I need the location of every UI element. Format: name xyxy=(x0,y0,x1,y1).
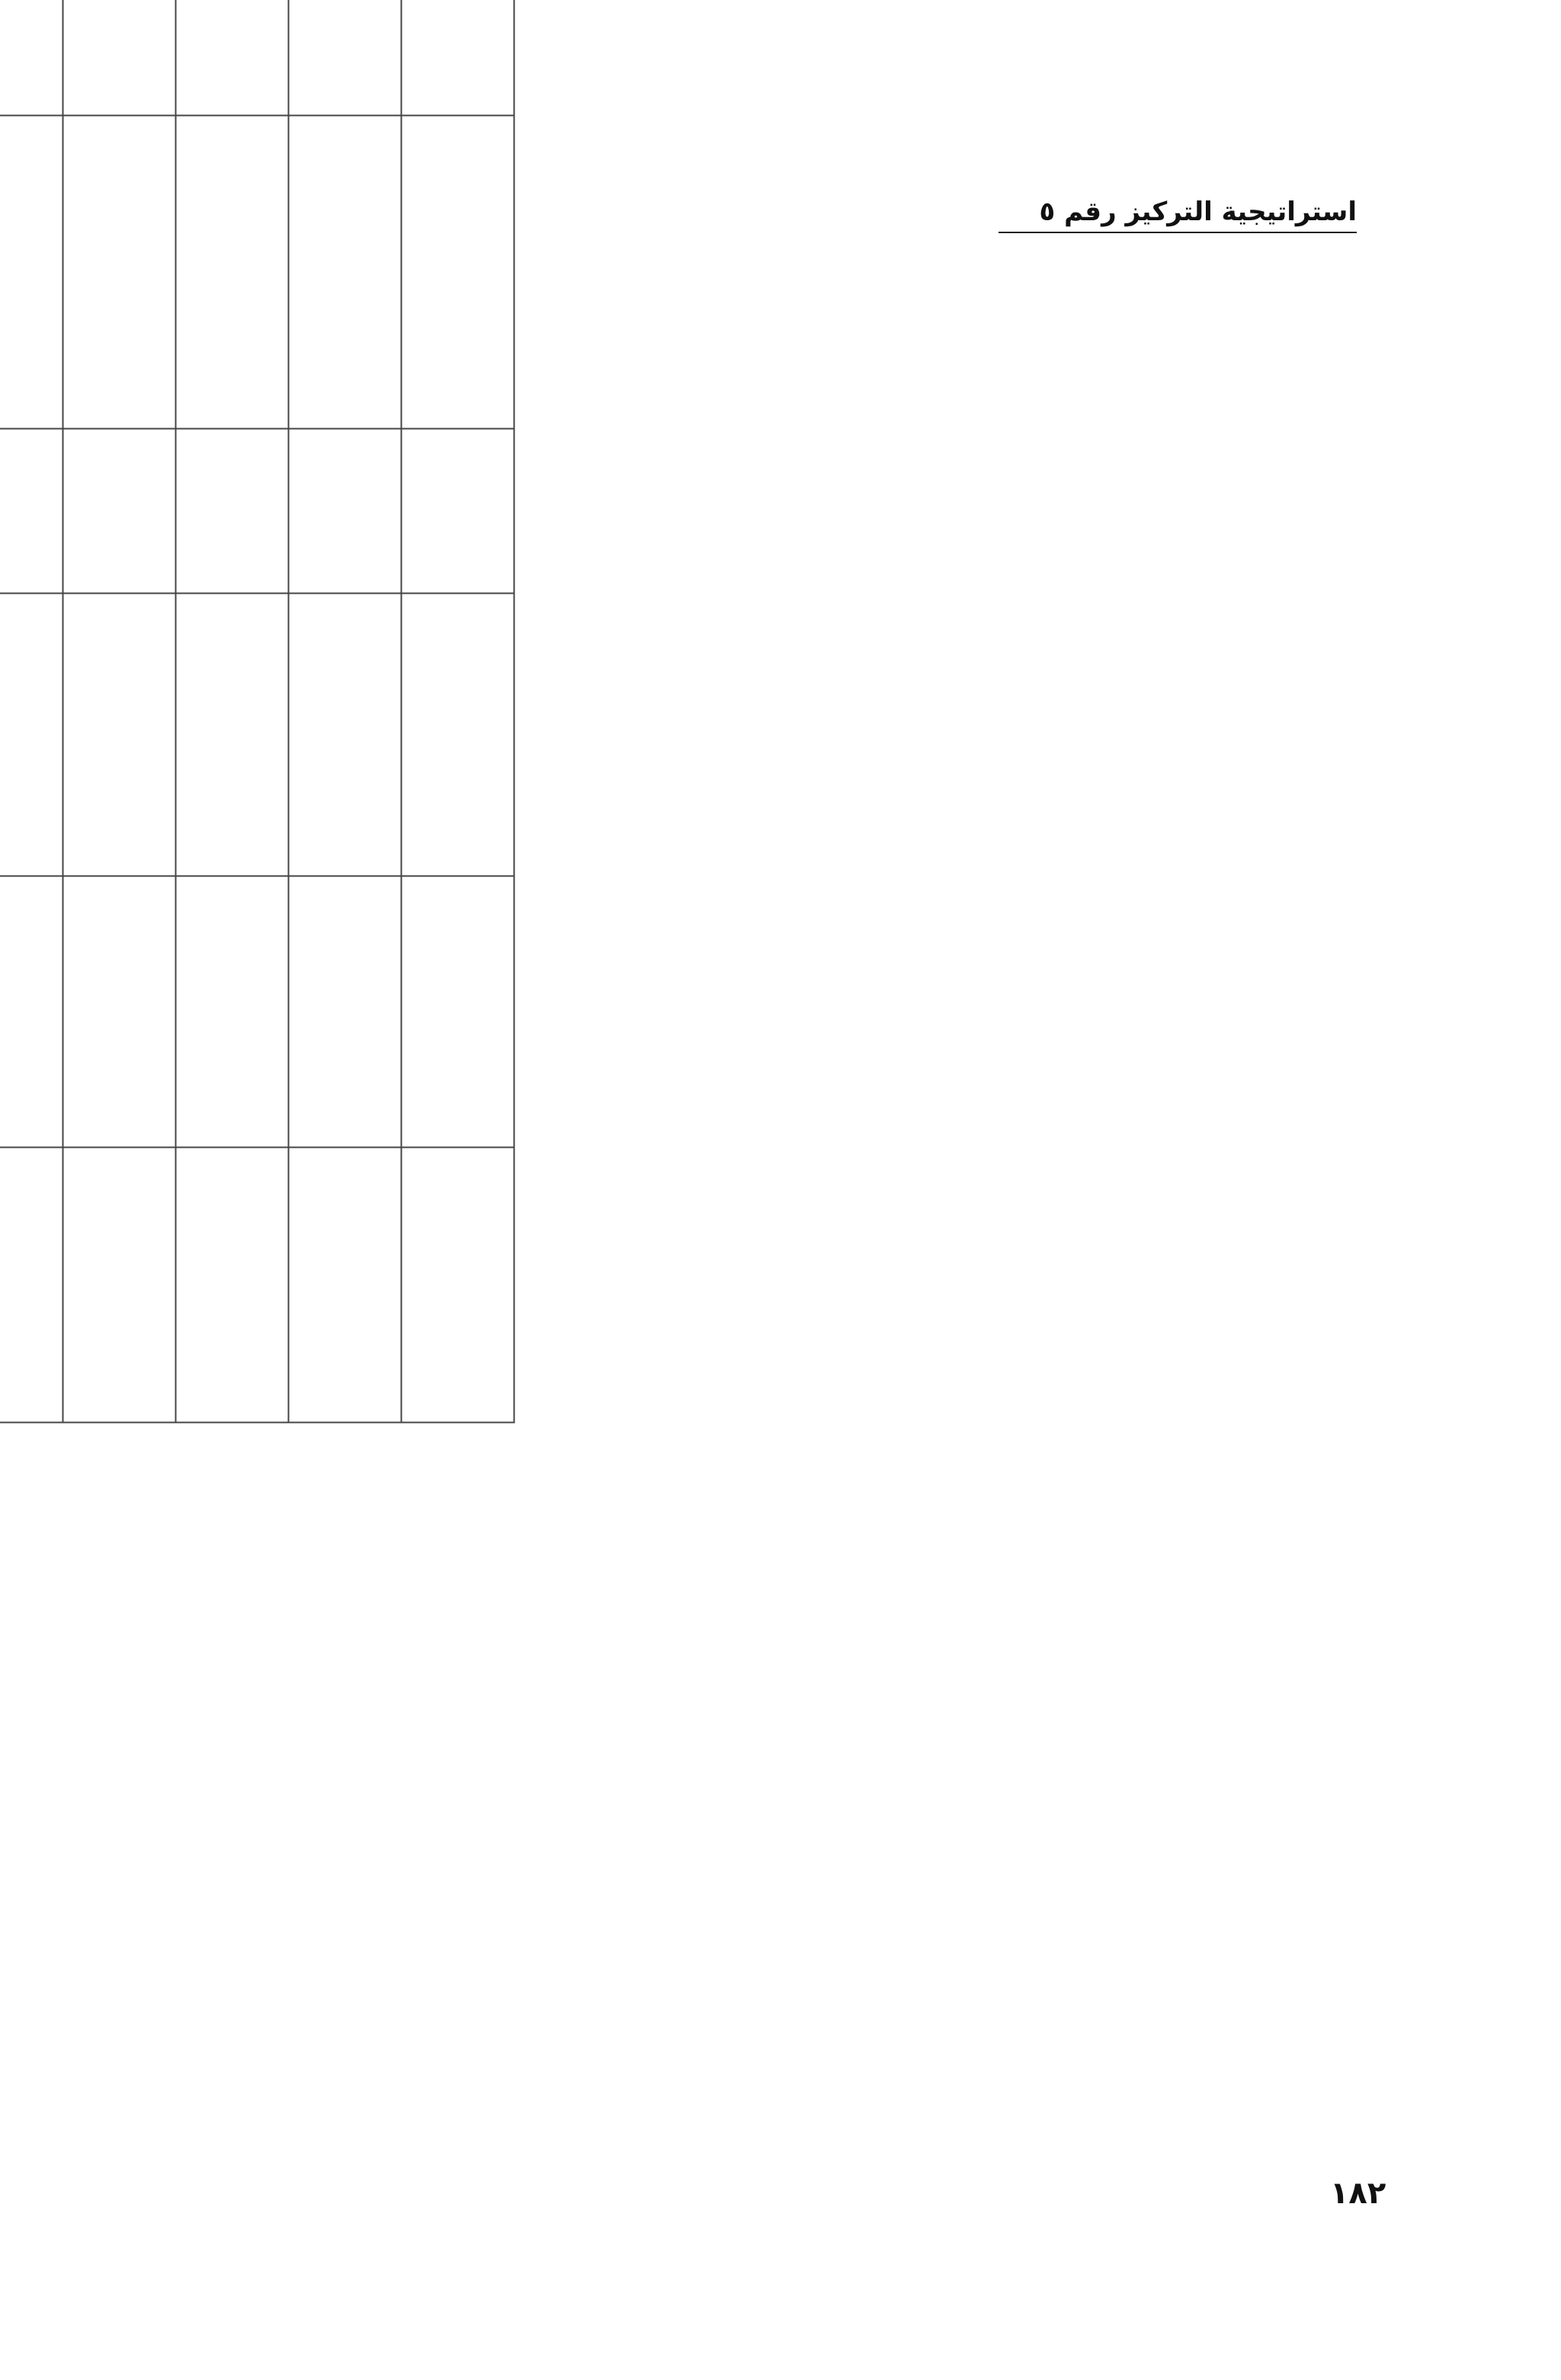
cell-score[interactable] xyxy=(0,429,63,594)
cell-steps[interactable] xyxy=(0,876,63,1148)
row-team xyxy=(0,0,63,116)
cell-names[interactable] xyxy=(289,116,402,429)
cell-changes[interactable] xyxy=(176,594,289,876)
cell-changes[interactable] xyxy=(402,594,514,876)
cell-changes[interactable] xyxy=(63,594,176,876)
cell-consultations[interactable] xyxy=(402,1148,514,1423)
cell-steps[interactable] xyxy=(402,876,514,1148)
row-team xyxy=(176,0,289,116)
rotated-sheet xyxy=(0,572,1561,1734)
table-row xyxy=(289,0,402,1423)
cell-changes[interactable] xyxy=(0,594,63,876)
table-row xyxy=(0,0,63,1423)
cell-steps[interactable] xyxy=(63,876,176,1148)
running-header: استراتيجية التركيز رقم ٥ xyxy=(998,197,1357,233)
cell-names[interactable] xyxy=(176,116,289,429)
row-team xyxy=(63,0,176,116)
row-team xyxy=(402,0,514,116)
cell-steps[interactable] xyxy=(176,876,289,1148)
cell-steps[interactable] xyxy=(289,876,402,1148)
cell-names[interactable] xyxy=(63,116,176,429)
cell-score[interactable] xyxy=(176,429,289,594)
table-row xyxy=(63,0,176,1423)
cell-changes[interactable] xyxy=(289,594,402,876)
cell-consultations[interactable] xyxy=(0,1148,63,1423)
cell-score[interactable] xyxy=(289,429,402,594)
cell-consultations[interactable] xyxy=(176,1148,289,1423)
table-row xyxy=(402,0,514,1423)
cell-consultations[interactable] xyxy=(289,1148,402,1423)
cell-names[interactable] xyxy=(402,116,514,429)
cell-score[interactable] xyxy=(402,429,514,594)
cell-consultations[interactable] xyxy=(63,1148,176,1423)
sheet-content xyxy=(0,0,514,1424)
page-number: ١٨٢ xyxy=(1330,2176,1386,2211)
support-team-table xyxy=(0,0,515,1424)
cell-names[interactable] xyxy=(0,116,63,429)
table-row xyxy=(176,0,289,1423)
row-team xyxy=(289,0,402,116)
cell-score[interactable] xyxy=(63,429,176,594)
